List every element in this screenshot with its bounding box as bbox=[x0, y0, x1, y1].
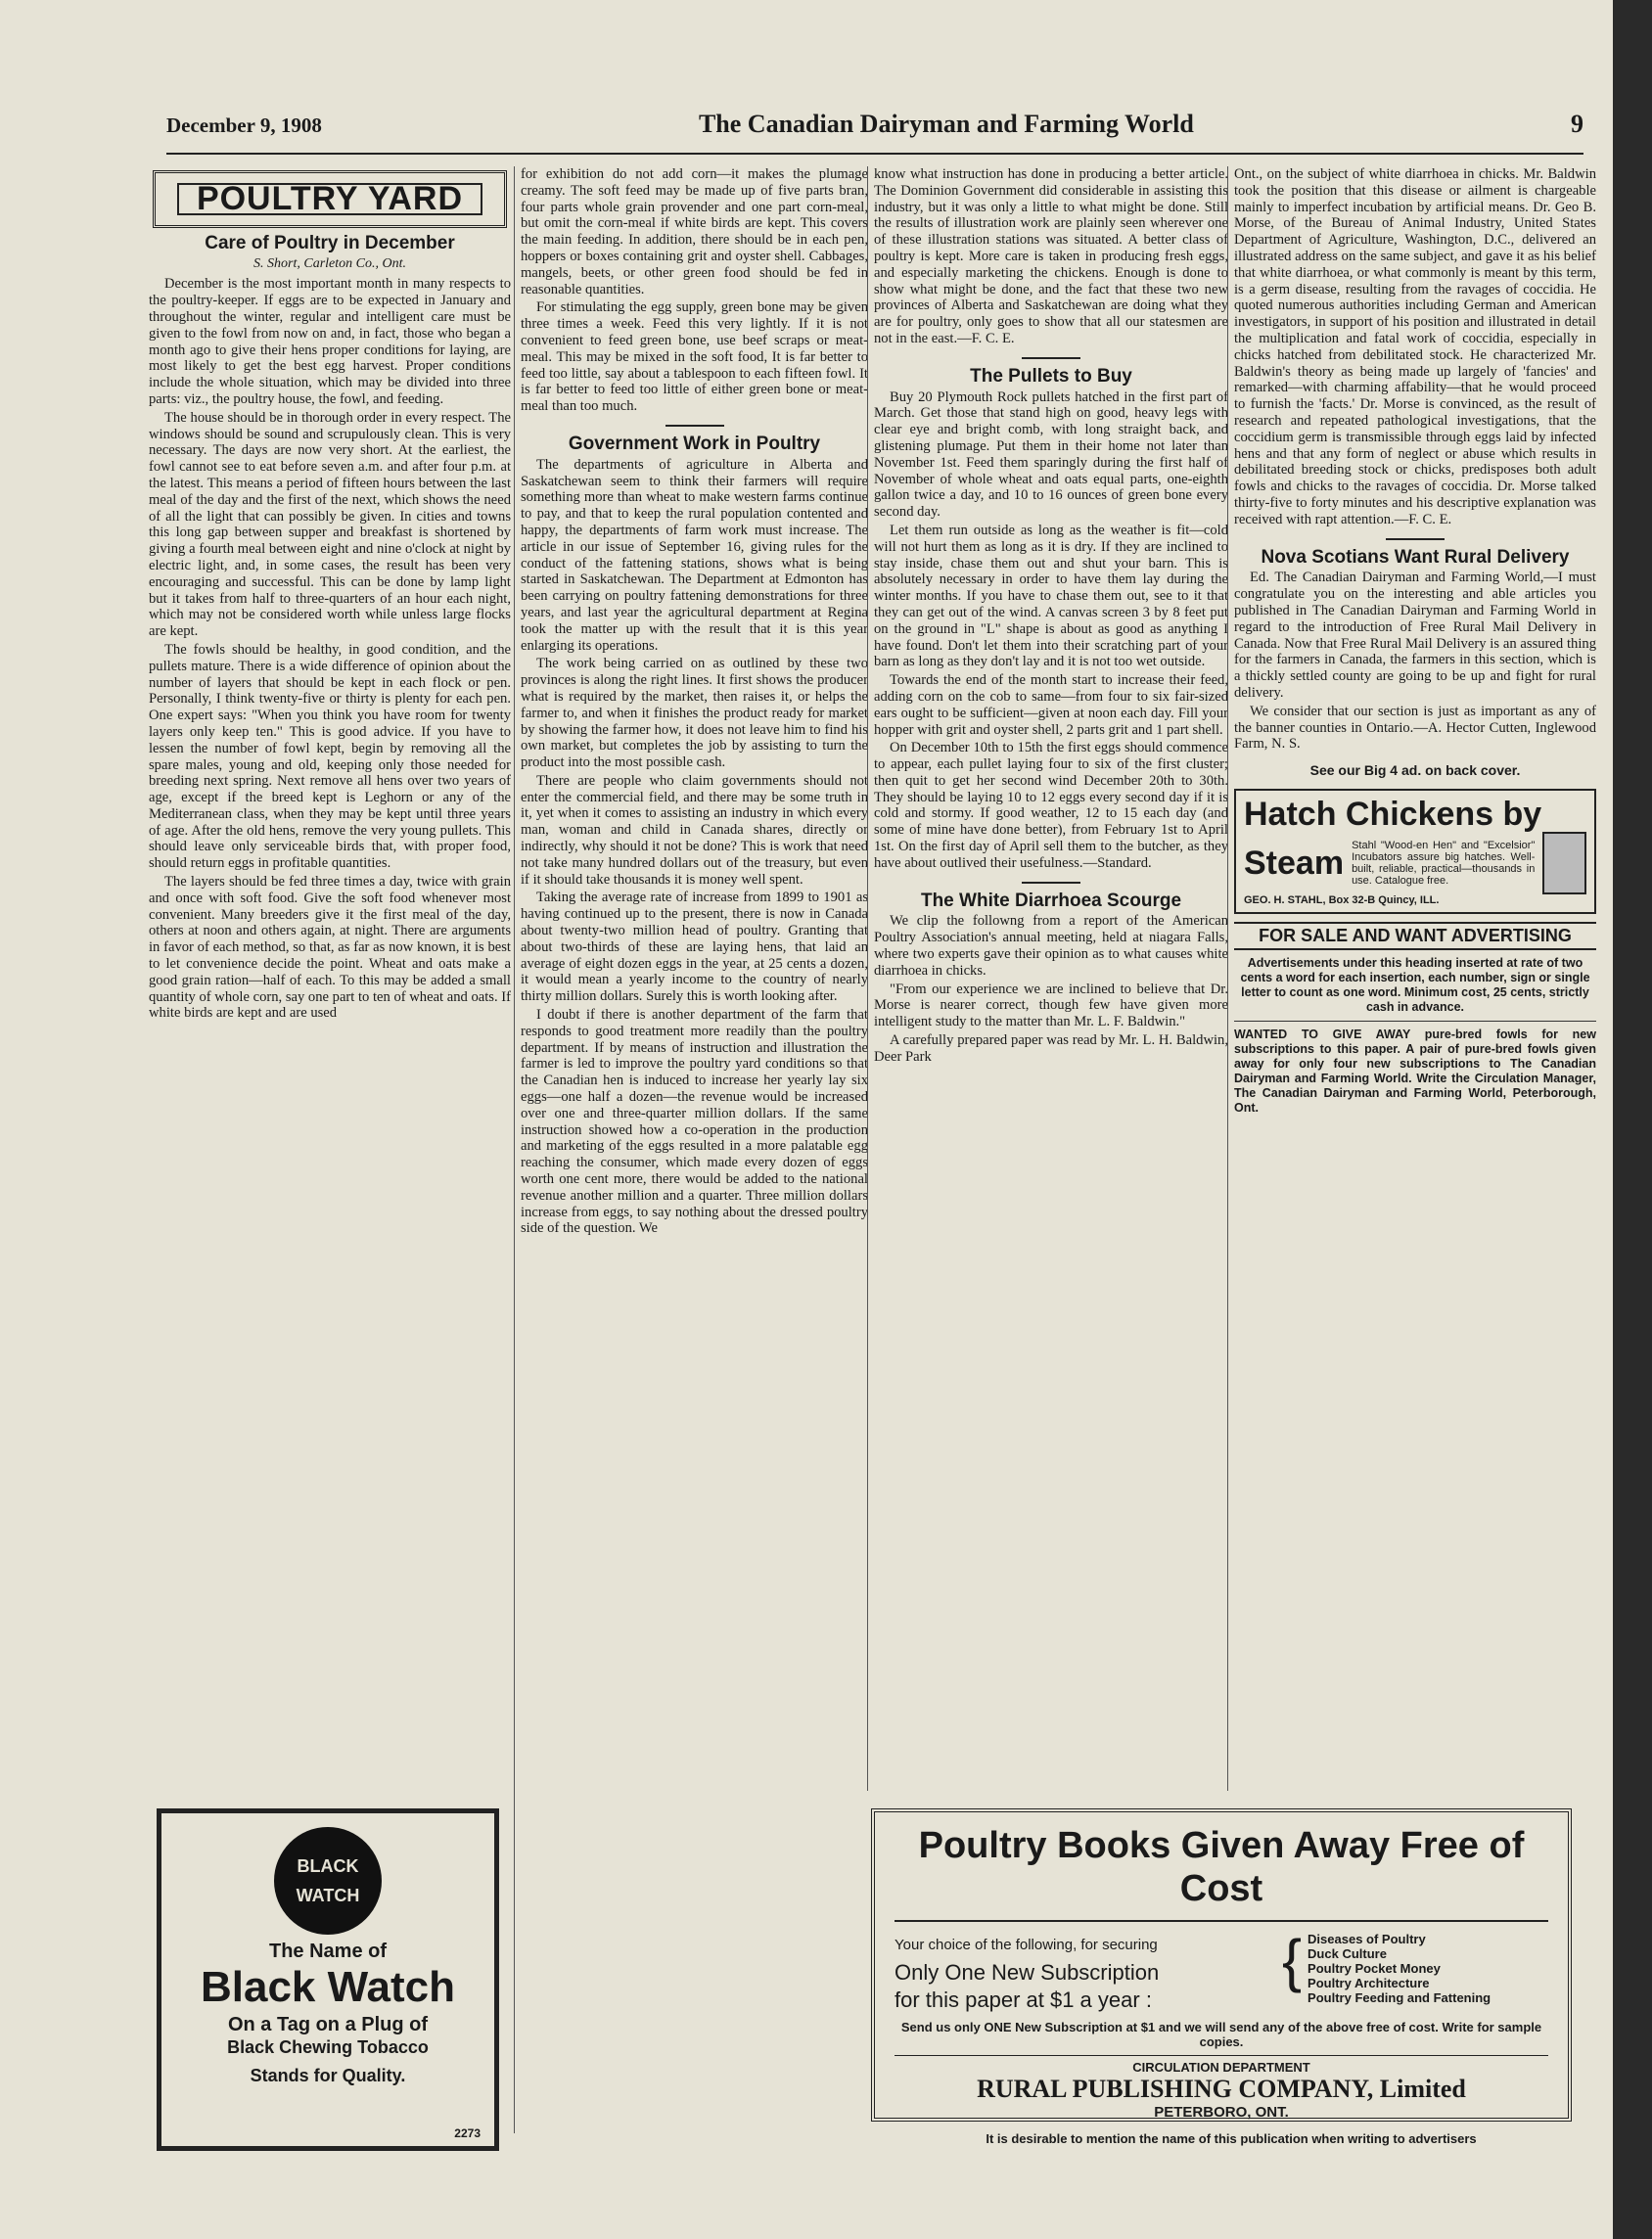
offer-price: for this paper at $1 a year : bbox=[895, 1988, 1152, 2012]
column-2 bbox=[514, 166, 868, 2133]
scan-edge bbox=[1613, 0, 1652, 2239]
book-item: Duck Culture bbox=[1308, 1946, 1387, 1961]
brace-icon: { bbox=[1282, 1928, 1303, 1993]
ad-code: 2273 bbox=[454, 2126, 481, 2140]
divider bbox=[1022, 357, 1080, 359]
book-item: Poultry Feeding and Fattening bbox=[1308, 1990, 1491, 2005]
column-3 bbox=[867, 166, 1228, 1791]
paragraph: The house should be in thorough order in every respect. The windows should be sound and scrupulously clean. This is very necessary. The days are now very short. At the earliest, the fowl cannot see to eat before seven a.m. and after four p.m. at the latest. This means a period of fifteen hours between the last meal of the day and the first of the next, which shows the need of all the light that can possibly be given. In cities and towns this long gap between supper and breakfast is shortened by giving a fourth meal between eight and nine o'clock at night by electric light, and, in some cases, the result has been very encouraging and successful. This can be done by lamp light but it takes from half to three-quarters of an hour each night, which may not be considered worth while unless large flocks are kept. bbox=[149, 409, 511, 640]
divider bbox=[665, 425, 724, 427]
footer-note: It is desirable to mention the name of this publication when writing to advertisers bbox=[986, 2131, 1477, 2146]
section-title: POULTRY YARD bbox=[177, 183, 482, 215]
poultry-books-ad bbox=[871, 1808, 1572, 2122]
paragraph: Ont., on the subject of white diarrhoea in chicks. Mr. Baldwin took the position that this disease or ailment is chargeable mainly to imperfect incubation by artificial means. Dr. Geo B. Morse, of the Bureau of Animal Industry, United States Department of Agriculture, Washington, D.C., delivered an illustrated address on the same subject, and gave it as his belief that white diarrhoea, or what commonly is meant by this term, is a germ disease, resulting from the ravages of coccidia. He quoted numerous authorities including German and American investigators, in support of his position and illustrated in detail the multiplication and fatal work of coccidia, especially in chicks hatched from debilitated stock. He characterized Mr. Baldwin's theory as being made up largely of 'fancies' and remarked—with charming affability—that he would proceed to furnish the 'facts.' Dr. Morse is convinced, as the result of research and repeated pathological investigations, that the coccidium germ is transmissible through eggs laid by infected hens and that any form of neglect or abuse which results in debilitated breeding stock or chicks, predisposes both adult fowls and chicks to the ravages of coccidia. Dr. Morse talked thirty-five to forty minutes and his descriptive explanation was received with rapt attention.—F. C. E. bbox=[1234, 166, 1596, 527]
paragraph: know what instruction has done in producing a better article. The Dominion Government did considerable in assisting this industry, but it was only a little to what might be done. Still the results of illustration work are plainly seen wherever one of these illustration stations was situated. A better class of poultry is kept. More care is taken in producing fresh eggs, and especially marketing the chickens. Enough is done to show what might be done, and the fact that these two new provinces of Alberta and Saskatchewan are doing what they are for poultry, only goes to show that all our statesmen are not in the east.—F. C. E. bbox=[874, 166, 1228, 346]
paragraph: Let them run outside as long as the weather is fit—cold will not hurt them as long as it is dry. If they are inclined to stay inside, chase them out and shut your barn. This is absolutely necessary in order to have them lay during the winter months. If you have to chase them out, see to it that they can get out of the wind. A canvas screen 3 by 8 feet put on the ground in "L" shape is about as good as anything I have found. Don't let them into their scratching part of your barn as long as they don't lay and it is not too wet outside. bbox=[874, 522, 1228, 670]
ad-copy: Stahl "Wood-en Hen" and "Excelsior" Incubators assure big hatches. Well-built, reliable, practical—thousands in use. Catalogue free. bbox=[1352, 839, 1536, 887]
paragraph: The work being carried on as outlined by these two provinces is along the right lines. It first shows the producer what is required by the market, then raises it, or helps the farmer to, and when it finishes the product ready for market by showing the farmer how, it does not leave him to find his own market, but completes the job by assisting to turn the product into the most possible cash. bbox=[521, 656, 868, 771]
logo-text-top: BLACK bbox=[297, 1856, 359, 1876]
offer-choice: Your choice of the following, for securing bbox=[895, 1937, 1158, 1953]
journal-title: The Canadian Dairyman and Farming World bbox=[698, 110, 1194, 138]
page-number: 9 bbox=[1570, 110, 1583, 138]
paragraph: A carefully prepared paper was read by Mr. L. H. Baldwin, Deer Park bbox=[874, 1032, 1228, 1065]
paragraph: Taking the average rate of increase from 1899 to 1901 as having continued up to the present, there is now in Canada about twenty-two million head of poultry. Granting that about two-thirds of these are laying hens, that laid an average of eight dozen eggs in the year, at 25 cents a dozen, it would mean a yearly income to the country of nearly thirty million dollars. Surely this is worth looking after. bbox=[521, 890, 868, 1005]
ad-subhead: The Name of bbox=[268, 1941, 388, 1962]
article-title: The Pullets to Buy bbox=[970, 365, 1132, 387]
brand-name: Black Watch bbox=[200, 1963, 455, 2011]
paragraph: On December 10th to 15th the first eggs should commence to appear, each pullet laying four to six of the first cluster; then quit to get her second wind December 20th to 30th. They should be laying 10 to 12 eggs every second day if it is cold and stormy. If good weather, 12 to 15 each day (and some of mine have done better), from February 1st to April 1st. On the first day of April sell them to the butcher, as they have about outlived their usefulness.—Standard. bbox=[874, 740, 1228, 871]
classified-heading: FOR SALE AND WANT ADVERTISING bbox=[1234, 922, 1596, 950]
book-item: Poultry Architecture bbox=[1308, 1976, 1430, 1990]
black-watch-logo-icon bbox=[274, 1827, 382, 1935]
article-title: Nova Scotians Want Rural Delivery bbox=[1261, 546, 1570, 568]
ad-headline: Hatch Chickens by bbox=[1244, 795, 1542, 833]
classified-rates: Advertisements under this heading inserted at rate of two cents a word for each insertion, each number, sign or single letter to count as one word. Minimum cost, 25 cents, strictly cash in advance. bbox=[1240, 955, 1590, 1014]
paragraph: Buy 20 Plymouth Rock pullets hatched in the first part of March. Get those that stand high on good, heavy legs with clear eye and bright comb, with long straight back, and glistening plumage. Put them in their home not later than November 1st. Feed them sparingly during the first half of November of whole wheat and oats equal parts, one-eighth gallon twice a day, and 10 to 16 ounces of green bone every second day. bbox=[874, 388, 1228, 521]
black-watch-ad bbox=[157, 1808, 499, 2151]
ad-row bbox=[1244, 832, 1586, 894]
book-list bbox=[1308, 1932, 1491, 2014]
ad-send: Send us only ONE New Subscription at $1 and we will send any of the above free of cost. Write for sample copies. bbox=[895, 2020, 1548, 2056]
paragraph: We consider that our section is just as important as any of the banner counties in Ontario.—A. Hector Cutten, Inglewood Farm, N. S. bbox=[1234, 703, 1596, 753]
ad-department: CIRCULATION DEPARTMENT bbox=[1132, 2060, 1310, 2075]
ad-slogan: Stands for Quality. bbox=[250, 2066, 406, 2085]
page-header bbox=[166, 110, 1583, 155]
ad-company: RURAL PUBLISHING COMPANY, Limited bbox=[977, 2075, 1466, 2103]
article-title: Government Work in Poultry bbox=[568, 433, 821, 454]
paragraph: December is the most important month in many respects to the poultry-keeper. If eggs are to be expected in January and throughout the winter, regular and intelligent care must be given to the fowl from now on and, in fact, those who began a month ago to give their hens proper conditions for laying, are most likely to get the best egg harvest. Proper conditions include the whole situation, which may be divided into three parts: viz., the poultry house, the fowl, and feeding. bbox=[149, 276, 511, 407]
hatch-chickens-ad bbox=[1234, 789, 1596, 914]
column-1 bbox=[149, 166, 511, 1781]
offer-only: Only One New Subscription bbox=[895, 1960, 1160, 1985]
book-item: Poultry Pocket Money bbox=[1308, 1961, 1441, 1976]
classified-ad: WANTED TO GIVE AWAY pure-bred fowls for new subscriptions to this paper. A pair of pure-bred fowls given away for only four new subscriptions to The Canadian Dairyman and Farming World. Write the Circulation Manager, The Canadian Dairyman and Farming World, Peterborough, Ont. bbox=[1234, 1021, 1596, 1116]
ad-address: GEO. H. STAHL, Box 32-B Quincy, ILL. bbox=[1244, 893, 1440, 906]
ad-title: Poultry Books Given Away Free of Cost bbox=[895, 1824, 1548, 1922]
paragraph: for exhibition do not add corn—it makes the plumage creamy. The soft feed may be made up of five parts bran, four parts whole grain provender and one part corn-meal, but omit the corn-meal if white birds are kept. This covers the main feeding. In addition, there should be in each pen, hoppers or boxes containing grit and oyster shell. Cabbages, mangels, beets, or other green food should be fed in reasonable quantities. bbox=[521, 166, 868, 297]
paragraph: "From our experience we are inclined to believe that Dr. Morse is nearer correct, though few have given more intelligent study to the matter than Mr. L. F. Baldwin." bbox=[874, 981, 1228, 1030]
ad-offer bbox=[895, 1928, 1548, 2014]
incubator-illustration-icon bbox=[1542, 832, 1586, 894]
column-4 bbox=[1227, 166, 1596, 1791]
back-cover-note: See our Big 4 ad. on back cover. bbox=[1309, 762, 1521, 779]
divider bbox=[1386, 538, 1445, 540]
paragraph: For stimulating the egg supply, green bone may be given three times a week. Feed this very lightly. If it is not convenient to feed green bone, use beef scraps or meat-meal. This may be mixed in the soft food, It is far better to feed too little, say about a tablespoon to each fifteen fowl. It is far better to feed too little of either green bone or meat-meal than too much. bbox=[521, 299, 868, 415]
paragraph: The fowls should be healthy, in good condition, and the pullets mature. There is a wide difference of opinion about the number of layers that should be kept in each flock or pen. Personally, I think twenty-five or thirty is plenty for each pen. One expert says: "When you think you have room for twenty layers only keep ten." This is good advice. If you have to lessen the number of fowl kept, begin by removing all the spare males, young and old, keeping only those needed for breeding next spring. Next remove all hens over two years of age, except if the breed kept is Leghorn or any of the Mediterranean class, when they may be kept until three years of age. After the old hens, remove the very young pullets. This should leave only serviceable birds that, with proper food, should return eggs in profitable quantities. bbox=[149, 641, 511, 872]
paragraph: Towards the end of the month start to increase their feed, adding corn on the cob to same—from four to six fair-sized ears ought to be sufficient—given at noon each day. Fill your hopper with grit and oyster shell, 2 parts grit and 1 part shell. bbox=[874, 672, 1228, 738]
ad-headline-steam: Steam bbox=[1244, 844, 1345, 882]
article-byline: S. Short, Carleton Co., Ont. bbox=[253, 255, 406, 271]
ad-line: Black Chewing Tobacco bbox=[227, 2037, 429, 2057]
divider bbox=[1022, 882, 1080, 884]
paragraph: There are people who claim governments should not enter the commercial field, and there may be some truth in it, yet when it comes to assisting an industry in which every man, woman and child in Canada shares, directly or indirectly, why should it not be done? This is work that need not take many hundred dollars out of the treasury, but even if it should take thousands it is money well spent. bbox=[521, 772, 868, 888]
book-item: Diseases of Poultry bbox=[1308, 1932, 1426, 1946]
article-title: Care of Poultry in December bbox=[205, 232, 455, 253]
paragraph: I doubt if there is another department of the farm that responds to good treatment more readily than the poultry department. If by means of instruction and illustration the farmer is led to improve the poultry yard conditions so that the Canadian hen is induced to increase her yearly lay six eggs—one half a dozen—the revenue would be increased over one and three-quarter million dollars. If the same instruction showed how a co-operation in the production and marketing of the eggs resulted in a more palatable egg reaching the consumer, which made every dozen of eggs worth one cent more, there would be added to the national revenue another million and a quarter. Three million dollars increase from eggs, to say nothing about the dressed poultry side of the question. We bbox=[521, 1007, 868, 1237]
paragraph: We clip the followng from a report of the American Poultry Association's annual meeting, held at niagara Falls, where two experts gave their opinion as to what causes white diarrhoea in chicks. bbox=[874, 913, 1228, 979]
paragraph: The layers should be fed three times a day, twice with grain and once with soft food. Give the soft food whenever most convenient. Many breeders give it the first meal of the day, others at noon and others again, at night. There are arguments in favor of each method, so that, as far as now known, it is best to let convenience decide the point. Wheat and oats make a good grain ration—half of each. To this may be added a small quantity of whole corn, say one part to ten of wheat and oats. If white birds are kept and are used bbox=[149, 874, 511, 1022]
article-title: The White Diarrhoea Scourge bbox=[920, 890, 1182, 911]
ad-line: On a Tag on a Plug of bbox=[227, 2014, 429, 2035]
logo-text-bottom: WATCH bbox=[296, 1886, 360, 1905]
paragraph: Ed. The Canadian Dairyman and Farming World,—I must congratulate you on the interesting and able articles you published in The Canadian Dairyman and Farming World in regard to the introduction of Free Rural Mail Delivery in Canada. Now that Free Rural Mail Delivery is an assured thing for the farmers in Canada, the farmers in this section, which is a thickly settled county are going to be up and fight for rural delivery. bbox=[1234, 570, 1596, 701]
issue-date: December 9, 1908 bbox=[166, 114, 322, 137]
offer-text bbox=[895, 1932, 1276, 2014]
ad-city: PETERBORO, ONT. bbox=[1154, 2104, 1289, 2121]
paragraph: The departments of agriculture in Alberta and Saskatchewan seem to think their farmers will require something more than wheat to make western farms continue to pay, and that to keep the rural population contented and happy, the departments of farm work must increase. The article in our issue of September 16, giving rules for the conduct of the fattening stations, shows what is being started in Saskatchewan. The Department at Edmonton has been carrying on poultry fattening demonstrations for three years, and last year the agricultural department at Regina took the matter up with the result that it is this year enlarging its operations. bbox=[521, 456, 868, 654]
section-banner bbox=[153, 170, 507, 228]
